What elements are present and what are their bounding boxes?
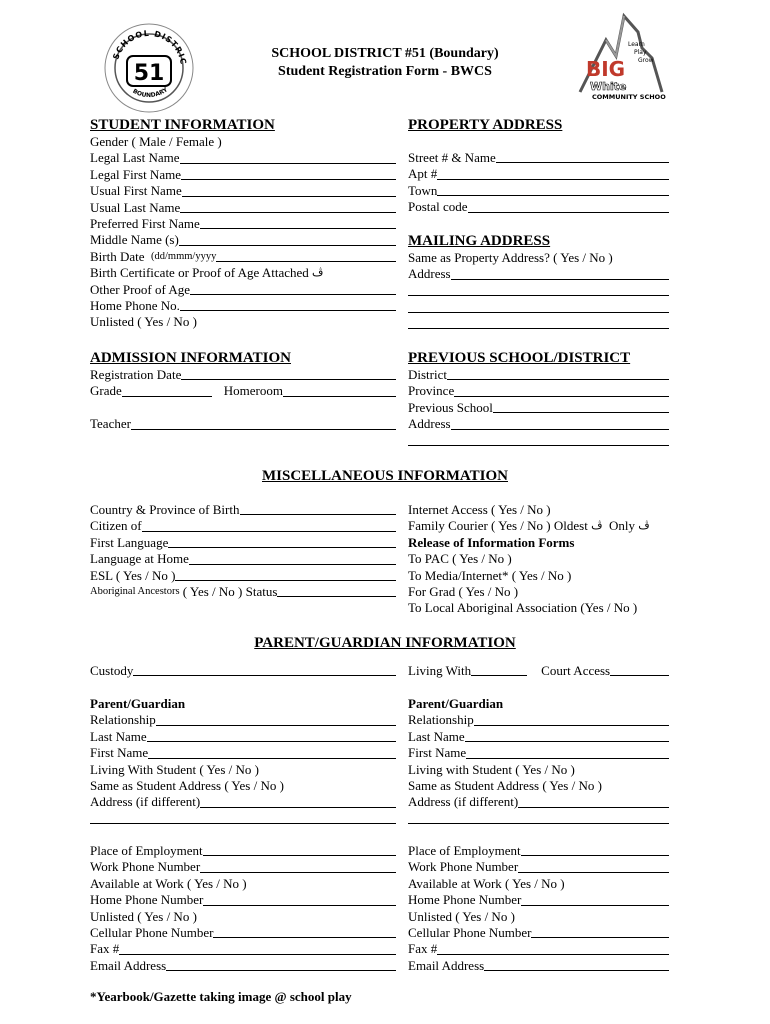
admission-info-section (90, 367, 396, 433)
logo-tag-play: Play (634, 49, 647, 56)
available-work-field[interactable]: Available at Work ( Yes / No ) (408, 875, 565, 891)
checkbox-icon: ڤ (638, 519, 650, 533)
same-student-address-field[interactable]: Same as Student Address ( Yes / No ) (408, 777, 602, 793)
svg-text:BOUNDARY (131, 86, 169, 99)
work-phone-field[interactable]: Work Phone Number (90, 859, 396, 875)
to-local-aboriginal-field[interactable]: To Local Aboriginal Association (Yes / No ) (408, 600, 638, 616)
citizen-field[interactable]: Citizen of (90, 518, 396, 534)
admission-info-heading: ADMISSION INFORMATION (90, 350, 291, 366)
custody-field[interactable]: Custody (90, 663, 396, 679)
aboriginal-field[interactable]: Aboriginal Ancestors ( Yes / No ) Status (90, 584, 396, 600)
logo-school-text: COMMUNITY SCHOOL (592, 93, 666, 101)
district-field[interactable]: District (408, 367, 669, 383)
property-address-heading: PROPERTY ADDRESS (408, 117, 563, 133)
misc-info-heading: MISCELLANEOUS INFORMATION (262, 468, 508, 484)
student-info-heading: STUDENT INFORMATION (90, 117, 275, 133)
birth-certificate-field[interactable]: Birth Certificate or Proof of Age Attached ڤ (90, 265, 324, 281)
last-name-field[interactable]: Last Name (408, 729, 669, 745)
admission-blank-row (90, 400, 396, 416)
employment-left-section (90, 843, 396, 974)
home-phone-field[interactable]: Home Phone Number (408, 892, 669, 908)
language-home-field[interactable]: Language at Home (90, 551, 396, 567)
address-line[interactable] (90, 811, 396, 827)
usual-last-name-field[interactable]: Usual Last Name (90, 200, 396, 216)
logo-white-text: White (590, 80, 627, 93)
previous-address-line[interactable] (408, 433, 669, 449)
postal-code-field[interactable]: Postal code (408, 199, 669, 215)
guardian-right-section (408, 696, 669, 827)
mailing-address-section (408, 250, 669, 332)
mailing-address-line[interactable] (408, 316, 669, 332)
employment-field[interactable]: Place of Employment (90, 843, 396, 859)
birth-date-field[interactable]: Birth Date (dd/mmm/yyyy (90, 249, 396, 265)
work-phone-field[interactable]: Work Phone Number (408, 859, 669, 875)
cell-phone-field[interactable]: Cellular Phone Number (408, 925, 669, 941)
first-name-field[interactable]: First Name (90, 745, 396, 761)
same-address-field[interactable]: Same as Property Address? ( Yes / No ) (408, 249, 613, 265)
grade-homeroom-field[interactable]: Grade Homeroom (90, 383, 396, 399)
previous-address-field[interactable]: Address (408, 416, 669, 432)
to-media-field[interactable]: To Media/Internet* ( Yes / No ) (408, 567, 572, 583)
living-with-court-field[interactable]: Living With Court Access (408, 663, 669, 679)
employment-right-section (408, 843, 669, 974)
for-grad-field[interactable]: For Grad ( Yes / No ) (408, 583, 519, 599)
address-different-field[interactable]: Address (if different) (90, 794, 396, 810)
living-court-row (408, 663, 669, 679)
home-phone-field[interactable]: Home Phone No. (90, 298, 396, 314)
first-name-field[interactable]: First Name (408, 745, 669, 761)
logo-top-text: SCHOOL DISTRIC (111, 28, 188, 66)
family-courier-field[interactable]: Family Courier ( Yes / No ) Oldest ڤ Only ڤ (408, 518, 650, 534)
unlisted-field[interactable]: Unlisted ( Yes / No ) (90, 314, 197, 330)
usual-first-name-field[interactable]: Usual First Name (90, 183, 396, 199)
previous-school-heading: PREVIOUS SCHOOL/DISTRICT (408, 350, 631, 366)
apt-field[interactable]: Apt # (408, 166, 669, 182)
mailing-address-line[interactable] (408, 299, 669, 315)
street-field[interactable]: Street # & Name (408, 150, 669, 166)
esl-field[interactable]: ESL ( Yes / No ) (90, 568, 396, 584)
email-field[interactable]: Email Address (90, 958, 396, 974)
available-work-field[interactable]: Available at Work ( Yes / No ) (90, 875, 247, 891)
address-different-field[interactable]: Address (if different) (408, 794, 669, 810)
to-pac-field[interactable]: To PAC ( Yes / No ) (408, 551, 512, 567)
guardian-left-section (90, 696, 396, 827)
employment-field[interactable]: Place of Employment (408, 843, 669, 859)
teacher-field[interactable]: Teacher (90, 416, 396, 432)
footer-note: *Yearbook/Gazette taking image @ school play (90, 989, 352, 1004)
form-title: SCHOOL DISTRICT #51 (Boundary) (271, 46, 499, 61)
mailing-address-heading: MAILING ADDRESS (408, 233, 551, 249)
unlisted-field[interactable]: Unlisted ( Yes / No ) (90, 908, 197, 924)
province-field[interactable]: Province (408, 383, 669, 399)
guardian-subheading: Parent/Guardian (90, 695, 186, 711)
logo-tag-learn: Learn (628, 41, 645, 48)
internet-access-field[interactable]: Internet Access ( Yes / No ) (408, 501, 551, 517)
logo-bottom-text: BOUNDARY (131, 86, 170, 100)
legal-first-name-field[interactable]: Legal First Name (90, 167, 396, 183)
release-forms-heading: Release of Information Forms (408, 534, 575, 550)
misc-right-section (408, 502, 698, 617)
checkbox-icon: ڤ (312, 266, 324, 280)
last-name-field[interactable]: Last Name (90, 729, 396, 745)
country-birth-field[interactable]: Country & Province of Birth (90, 502, 396, 518)
custody-row (90, 663, 396, 679)
relationship-field[interactable]: Relationship (90, 712, 396, 728)
email-field[interactable]: Email Address (408, 958, 669, 974)
previous-school-section (408, 367, 669, 449)
form-subtitle: Student Registration Form - BWCS (278, 64, 492, 79)
middle-name-field[interactable]: Middle Name (s) (90, 232, 396, 248)
gender-field[interactable]: Gender ( Male / Female ) (90, 133, 222, 149)
registration-date-field[interactable]: Registration Date (90, 367, 396, 383)
first-language-field[interactable]: First Language (90, 535, 396, 551)
fax-field[interactable]: Fax # (408, 941, 669, 957)
misc-left-section (90, 502, 396, 600)
property-address-section (408, 150, 669, 216)
guardian-subheading: Parent/Guardian (408, 695, 504, 711)
previous-school-field[interactable]: Previous School (408, 400, 669, 416)
logo-big-text: BIG (586, 57, 626, 81)
mailing-address-field[interactable]: Address (408, 266, 669, 282)
logo-number: 51 (133, 61, 165, 86)
guardian-info-heading: PARENT/GUARDIAN INFORMATION (254, 635, 516, 651)
fax-field[interactable]: Fax # (90, 941, 396, 957)
unlisted-field[interactable]: Unlisted ( Yes / No ) (408, 908, 515, 924)
town-field[interactable]: Town (408, 183, 669, 199)
cell-phone-field[interactable]: Cellular Phone Number (90, 925, 396, 941)
home-phone-field[interactable]: Home Phone Number (90, 892, 396, 908)
living-with-student-field[interactable]: Living With Student ( Yes / No ) (90, 761, 259, 777)
mailing-address-line[interactable] (408, 283, 669, 299)
preferred-first-name-field[interactable]: Preferred First Name (90, 216, 396, 232)
relationship-field[interactable]: Relationship (408, 712, 669, 728)
logo-tag-grow: Grow (638, 57, 654, 64)
same-student-address-field[interactable]: Same as Student Address ( Yes / No ) (90, 777, 284, 793)
checkbox-icon: ڤ (591, 519, 603, 533)
legal-last-name-field[interactable]: Legal Last Name (90, 150, 396, 166)
student-info-section (90, 134, 396, 331)
address-line[interactable] (408, 811, 669, 827)
other-proof-field[interactable]: Other Proof of Age (90, 282, 396, 298)
living-with-student-field[interactable]: Living with Student ( Yes / No ) (408, 761, 575, 777)
